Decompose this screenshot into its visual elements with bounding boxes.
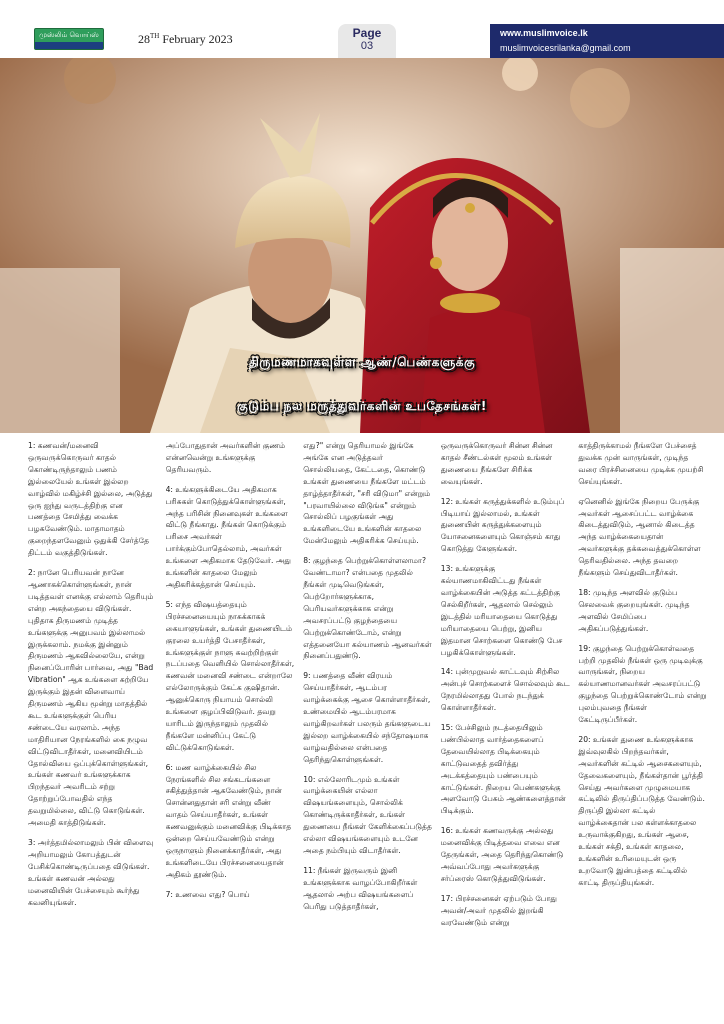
paragraph: 3: அர்த்தமில்லாமலும் பின் விளைவு அறியாமலும் கோபத்துடன் பேசிக்கொண்டிருப்பதை விடுங்கள். உங்கள் கணவன் அல்லது மனைவியின் பேச்சையும் கூர்ந்து கவனியுங்கள்.: [28, 838, 154, 907]
paragraph: 15: பேச்சிலும் நடத்தையிலும் பண்பில்லாத வார்த்தைகளைப் தேவையில்லாத பிடிக்கையும் காட்டுவதைத் தவிர்த்து அடக்கத்தையும் பண்பையும் காட்டுங்கள். நிறைய பெண்களுக்கு அளவோடு பேசும் ஆண்களைத்தான் பிடிக்கும்.: [440, 723, 566, 816]
page-label: Page: [352, 26, 382, 40]
text-column-2: [166, 440, 296, 1020]
paragraph: 9: பணத்தை வீண் விரயம் செய்யாதீர்கள், ஆடம்பர வாழ்க்கைக்கு ஆசை கொள்ளாதீர்கள், உண்மையில் ஆடம்பரமாக வாழ்கிறவர்கள் பலரும் தங்களுடைய இல்லற வாழ்க்கையில் சந்தோஷமாக வாழ்வதில்லை என்பதை தெரிந்துகொள்ளுங்கள்.: [303, 671, 431, 764]
paragraph: 1: கணவன்/மனைவி ஒருவருக்கொருவர் காதல் கொண்டிருந்தாலும் பணம் இல்லையேல் உங்கள் இல்லற வாழ்வில் மகிழ்ச்சி இல்லை, அடுத்து ஒரு ஐந்து வருடத்திற்கு என பணத்தை சேமித்து வைக்க பழகவேண்டும். மாதாமாதம் குறைந்தளவேனும் ஒதுக்கி சேர்த்தே திட்டம் வகுத்திடுங்கள்.: [28, 441, 153, 558]
paragraph: ஏனெனில் இங்கே நிறைய பேருக்கு அவர்கள் ஆசைப்பட்ட வாழ்க்கை கிடைத்துவிடும், ஆனால் கிடைத்த அந்த வாழ்க்கையைதான் அவர்களுக்கு தக்கவைத்துக்கொள்ள தெரிவதில்லை. அந்த தவறை நீங்களும் செய்துவிடாதீர்கள்.: [578, 496, 701, 578]
paragraph: அப்போதுதான் அவர்களின் குணம் என்னவென்று உங்களுக்கு தெரியவரும்.: [165, 441, 286, 474]
paragraph: 6: மண வாழ்க்கையில் சில நேரங்களில் சில சங்கடங்களை சகித்துத்தான் ஆகவேண்டும், நான் சொன்னதுதான் சரி என்று வீண் வாதம் செய்யாதீர்கள், உங்கள் கணவனுக்கும் மனைவிக்கு பிடிக்காத ஒன்றை செய்யவேண்டும் என்று ஒருநாளும் நினைக்காதீர்கள், அது உங்களிடையே பிரச்சனையைதான் அதிகம் தூண்டும்.: [165, 762, 292, 879]
contact-bar: [490, 24, 724, 58]
paragraph: 17: பிரச்சனைகள் ஏற்படும் போது அவன்/அவர் முதலில் இறங்கி வரவேண்டும் என்று: [440, 893, 557, 927]
page-header: [0, 0, 724, 58]
headline-line-1: திருமணமாகவுள்ள ஆண்/பெண்களுக்கு: [248, 355, 476, 369]
email-link[interactable]: muslimvoicesrilanka@gmail.com: [500, 43, 631, 53]
paragraph: 19: குழந்தை பெற்றுக்கொள்வதை பற்றி முதலில் நீங்கள் ஒரு முடிவுக்கு வாருங்கள், நிறைய கல்யாணமானவர்கள் அவசரப்பட்டு குழந்தை பெற்றுக்கொண்டோம் என்று புலம்புவதை நீங்கள் கேட்டிருப்பீர்கள்.: [578, 643, 707, 725]
website-link[interactable]: www.muslimvoice.lk: [500, 28, 588, 38]
text-column-3: [303, 440, 433, 1020]
paragraph: 4: உங்களுக்கிடையே அதிகமாக பரிசுகள் கொடுத்துக்கொள்ளுங்கள், அந்த பரிசின் நினைவுகள் உங்களை விட்டு நீங்காது. நீங்கள் கொடுக்கும் பரிசை அவர்கள் பார்க்கும்போதெல்லாம், அவர்கள் உங்களை அதிகமாக தேடுவேர். அது உங்களின் காதலை மேலும் அதிகரிக்கத்தான் செய்யும்.: [165, 484, 291, 589]
issue-date: 28TH February 2023: [138, 32, 233, 46]
text-column-5: [578, 440, 708, 1020]
paragraph: 2: நானே பெரியவன் நானே ஆணாகக்கொள்ளுங்கள், நான் படித்தவள் எனக்கு எல்லாம் தெரியும் என்ற அகந்தையை விடுங்கள். புதிதாக திருமணம் முடித்த உங்களுக்கு அனுபவம் இல்லாமல் இருக்கலாம். நமக்கு இன்னும் திருமணம் ஆகவில்லையே, என்று நினைப்போரின் பார்வை, அது "Bad Vibration" ஆக உங்களை சுற்றியே இருக்கும் இதன் விளைவாய் திருமணம் ஆகிய மூன்று மாதத்தில் கூட உங்களுக்குள் பெரிய சண்டையே வரலாம். அந்த மாதிரியான நேரங்களில் கை நழுவ விட்டுவிடாதீர்கள், மனைவியிடம் தோல்வியை ஒப்புக்கொள்ளுங்கள், உங்கள் கணவர் உங்களுக்காக பிறந்தவர் அவரிடம் சற்று தோற்றுப்போவதில் எந்த தவறுமில்லை, விட்டு கொடுங்கள். அமைதி காத்திடுங்கள்.: [28, 568, 154, 828]
text-column-1: [28, 440, 158, 1020]
paragraph: ஒருவருக்கொருவர் சின்ன சின்ன காதல் சீண்டல்கள் மூலம் உங்கள் துணையை நீங்களே சிரிக்க வையுங்கள்.: [440, 441, 553, 486]
paragraph: 5: எந்த விஷயத்தையும் பிரச்சனையையும் நாசுக்காகக் கையாளுங்கள், உங்கள் துணையிடம் குரலை உயர்த்தி பேசாதீர்கள், உங்களுக்குள் நாளு சுவற்றிற்குள் நடப்பதை வெளியில் சொல்லாதீர்கள், கணவன் மனைவி சண்டை என்றாலே எல்லோருக்கும் கேட்க குஷிதான். ஆனுக்கொரு நியாயம் சொல்லி உங்களை குழப்பிவிடுவர். தவறு யாரிடம் இருந்தாலும் முதலில் நீங்களே மன்னிப்பு கேட்டு விட்டுக்கொடுங்கள்.: [165, 599, 295, 752]
paragraph: 16: உங்கள் கணவருக்கு அல்லது மனைவிக்கு பிடித்தவை எவை என தேருங்கள், அதை தெரிந்துகொண்டு அவ்வப்போது அவர்களுக்கு சர்ப்ரைஸ் கொடுத்துவிடுங்கள்.: [440, 826, 564, 883]
paragraph: 8: குழந்தை பெற்றுக்கொள்ளலாமா? வேண்டாமா? என்பதை முதலில் நீங்கள் முடிவெடுங்கள், பெற்றோர்களுக்காக, பெரியவர்களுக்காக என்று அவசரப்பட்டு குழந்தையை பெற்றுக்கொண்டோம், என்று எத்தனையோ கல்யாணம் ஆனவர்கள் நினைப்பதுண்டு.: [303, 556, 432, 661]
paragraph: 10: எல்லோரிடமும் உங்கள் வாழ்க்கையின் எல்லா விஷயங்களையும், சொல்லிக் கொண்டிருக்காதீர்கள், உங்கள் துணையை நீங்கள் கேளிக்கைப்படுத்த எல்லா விஷயங்களையும் உடனே அதை நம்பியும் விடாதீர்கள்.: [303, 774, 432, 855]
paragraph: 14: புன்முறுவல் காட்டவும் சிற்சில அன்புச் சொற்களைச் சொல்லவும் கூட நேரமில்லாதது போல் நடந்துக் கொள்ளாதீர்கள்.: [440, 667, 570, 713]
paragraph: 18: முடிந்த அளவில் குடும்ப செலவைக் குறையுங்கள். முடிந்த அளவில் சேமிப்பை அதிகப்படுத்துங்கள்.: [578, 587, 690, 633]
page-number-tab: [338, 24, 396, 58]
article-body: [28, 440, 708, 1020]
page-number: 03: [360, 40, 374, 52]
text-column-4: [441, 440, 571, 1020]
article-headline: [0, 340, 724, 428]
paragraph: 12: உங்கள் கருத்துக்களில் உடும்புப் பிடியாய் இல்லாமல், உங்கள் துணையின் கருத்துக்களையும் யோசனைகளையும் கொஞ்சம் காது கொடுத்து கேளுங்கள்.: [440, 496, 565, 554]
paragraph: 13: உங்களுக்கு கல்யாணமாகிவிட்டது நீங்கள் வாழ்க்கையின் அடுத்த கட்டத்திற்கு செல்கிறீர்கள், ஆதலால் செல்லும் இடத்தில் மரியாதையை கொடுத்து மரியாதையை பெற்று, இனிய இதமான சொற்களை கொண்டு பேச பழகிக்கொள்ளுங்கள்.: [440, 564, 563, 657]
logo-text: முஸ்லிம் வொய்ஸ்: [39, 31, 99, 39]
headline-line-2: குடும்ப நல மருத்துவர்களின் உபதேசங்கள்!: [237, 399, 487, 413]
paragraph: 7: உணவை எது? பொய்: [165, 889, 250, 899]
paragraph: காத்திருக்காமல் நீங்களே பேச்சைத் துவக்க முன் வாருங்கள், முடிந்த வரை பிரச்சினையை முடிக்க முயற்சி செய்யுங்கள்.: [578, 441, 704, 486]
publication-logo: [34, 28, 104, 50]
paragraph: 11: நீங்கள் இருவரும் இனி உங்களுக்காக வாழப்போகிறீர்கள் ஆதலால் அற்ப விஷயங்களைப் பெரிது படுத்தாதீர்கள்,: [303, 865, 418, 911]
paragraph: எது?" என்று தெரியாமல் இங்கே அங்கே என அடுத்தவர் சொல்லியதை, கேட்டதை, கொண்டு உங்கள் துணையை நீங்களே மட்டம் தாழ்த்தாதீர்கள், "சரி விடுமா" என்றும் "பரவாயில்லை விடுங்க" என்றும் சொல்லிப் பழகுங்கள் அது உங்களிடையே உங்களின் காதலை மேன்மேலும் அதிகரிக்க செய்யும்.: [303, 441, 431, 546]
paragraph: 20: உங்கள் துணை உங்களுக்காக இவ்வுலகில் பிறந்தவர்கள், அவர்களின் கட்டில் ஆசைகளையும், தேவைகளையும், நீங்கள்தான் பூர்த்தி செய்து அவர்களை முழுமையாக கட்டிலில் திருப்திப்படுத்த வேண்டும். திருப்தி இல்லா கட்டில் வாழ்க்கைதான் பல கள்ளக்காதலை உருவாக்குகிறது, உங்கள் ஆசை, உங்கள் சக்தி, உங்கள் காதலை, உங்களின் உரிமையுடன் ஒரு உறவோடு இன்பத்தை கட்டிலில் காட்டி திருப்தியுங்கள்.: [578, 734, 705, 887]
